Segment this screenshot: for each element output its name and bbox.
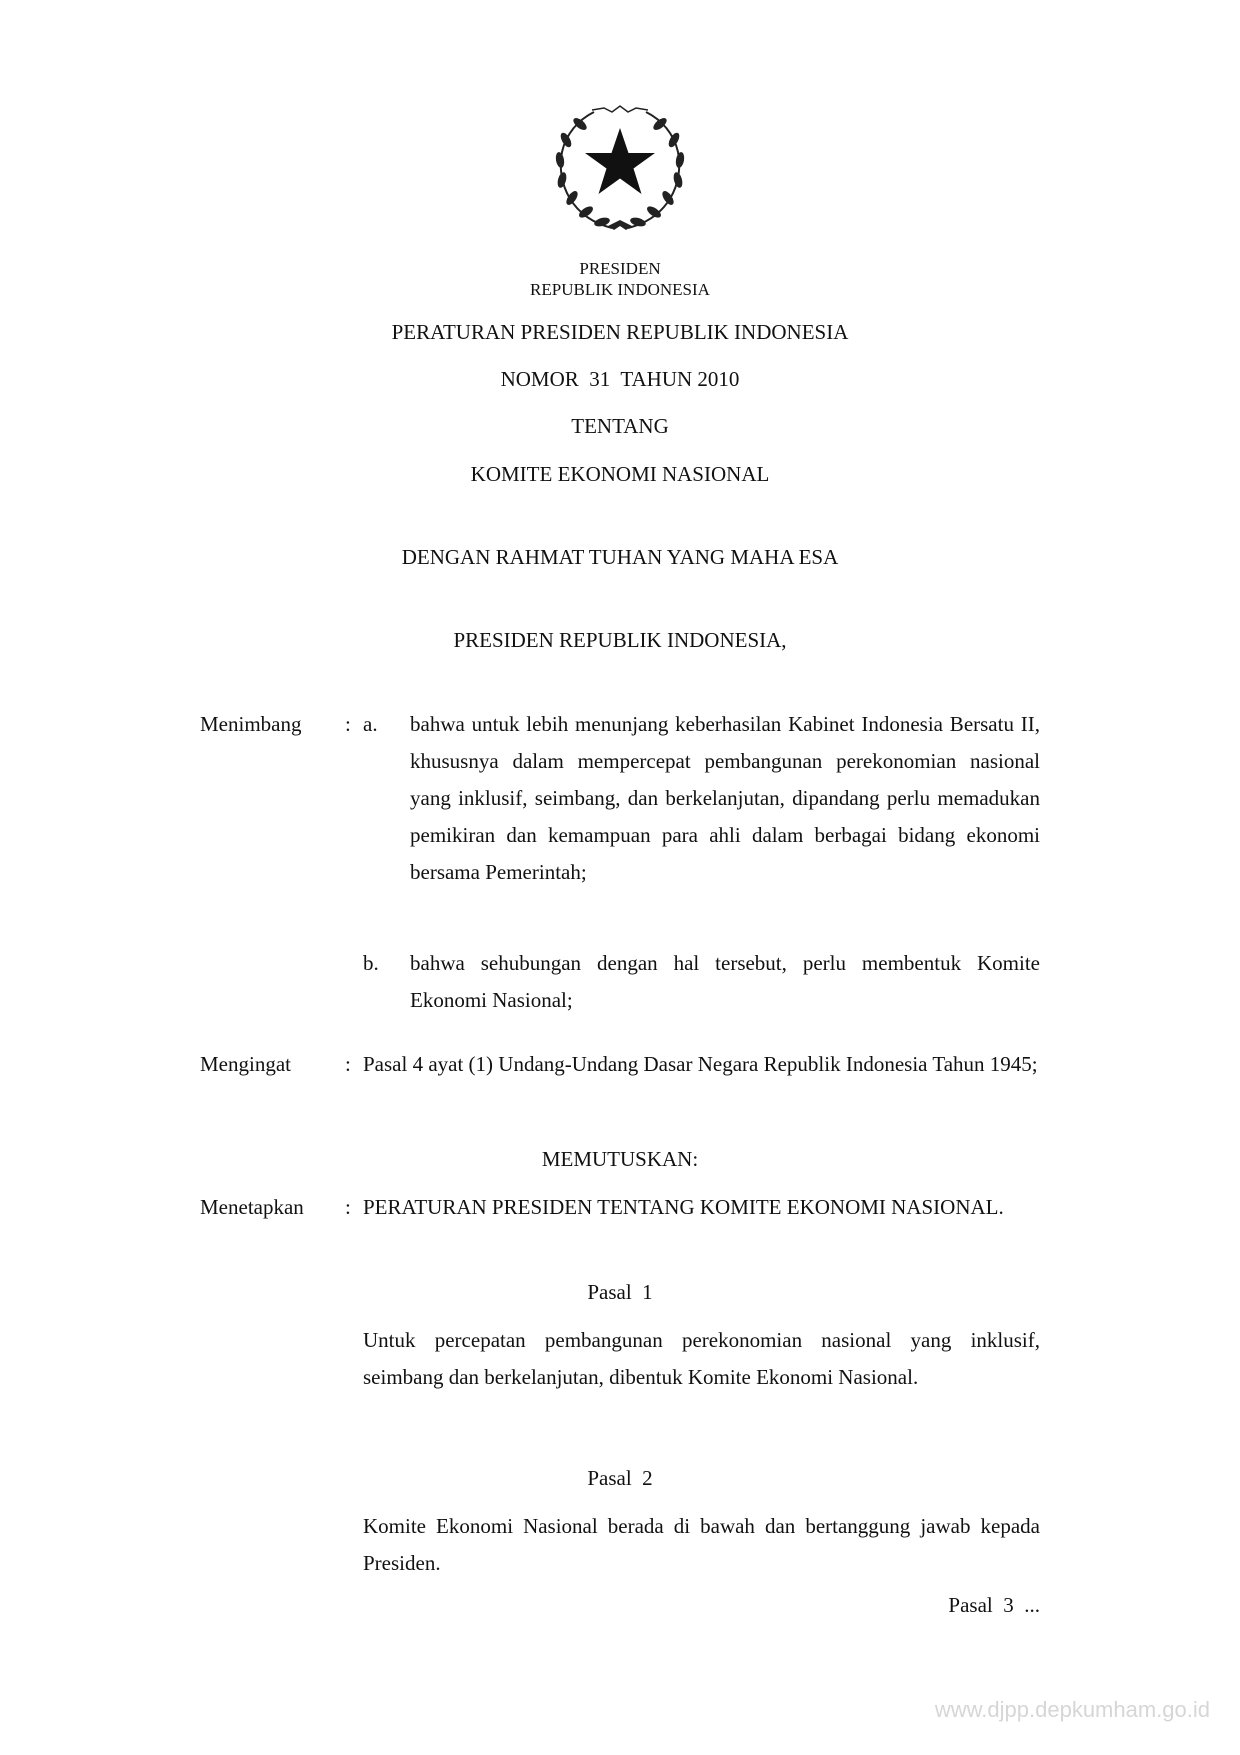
mengingat-label: Mengingat [200, 1052, 291, 1076]
article-2-heading: Pasal 2 [587, 1466, 653, 1490]
article-1-text: Untuk percepatan pembangunan perekonomian nasional yang inklusif, seimbang dan berkelanjutan, dibentuk Komite Ekonomi Nasional. [363, 1328, 1040, 1389]
menimbang-label: Menimbang [200, 712, 302, 736]
article-1-heading: Pasal 1 [587, 1280, 653, 1304]
menimbang-item-b: bahwa sehubungan dengan hal tersebut, perlu membentuk Komite Ekonomi Nasional; [410, 951, 1040, 1012]
garuda-star-wreath-icon [552, 100, 688, 236]
decision-heading: MEMUTUSKAN: [541, 1147, 699, 1171]
regulation-title: PERATURAN PRESIDEN REPUBLIK INDONESIA [391, 320, 849, 344]
menimbang-marker-a: a. [363, 712, 378, 736]
mengingat-colon: : [345, 1052, 351, 1076]
issuer: PRESIDEN REPUBLIK INDONESIA, [453, 628, 787, 652]
menetapkan-label: Menetapkan [200, 1195, 304, 1219]
invocation: DENGAN RAHMAT TUHAN YANG MAHA ESA [401, 545, 839, 569]
menimbang-item-a: bahwa untuk lebih menunjang keberhasilan Kabinet Indonesia Bersatu II, khususnya dalam mempercepat pembangunan perekonomian nasional yang inklusif, seimbang, dan berkelanjutan, dipandang perlu memadukan pemikiran dan kemampuan para ahli dalam berbagai bidang ekonomi bersama Pemerintah; [410, 712, 1040, 884]
about-label: TENTANG [571, 414, 669, 438]
menetapkan-text: PERATURAN PRESIDEN TENTANG KOMITE EKONOMI NASIONAL. [363, 1195, 1004, 1219]
watermark: www.djpp.depkumham.go.id [934, 1697, 1210, 1722]
menetapkan-colon: : [345, 1195, 351, 1219]
article-2-text: Komite Ekonomi Nasional berada di bawah dan bertanggung jawab kepada Presiden. [363, 1514, 1040, 1575]
menimbang-colon: : [345, 712, 351, 736]
regulation-subject: KOMITE EKONOMI NASIONAL [470, 462, 770, 486]
office-line-1: PRESIDEN [579, 259, 661, 278]
continuation-note: Pasal 3 ... [948, 1593, 1040, 1617]
regulation-number: NOMOR 31 TAHUN 2010 [500, 367, 740, 391]
office-line-2: REPUBLIK INDONESIA [530, 280, 710, 299]
menimbang-marker-b: b. [363, 951, 379, 975]
mengingat-text: Pasal 4 ayat (1) Undang-Undang Dasar Negara Republik Indonesia Tahun 1945; [363, 1052, 1038, 1076]
